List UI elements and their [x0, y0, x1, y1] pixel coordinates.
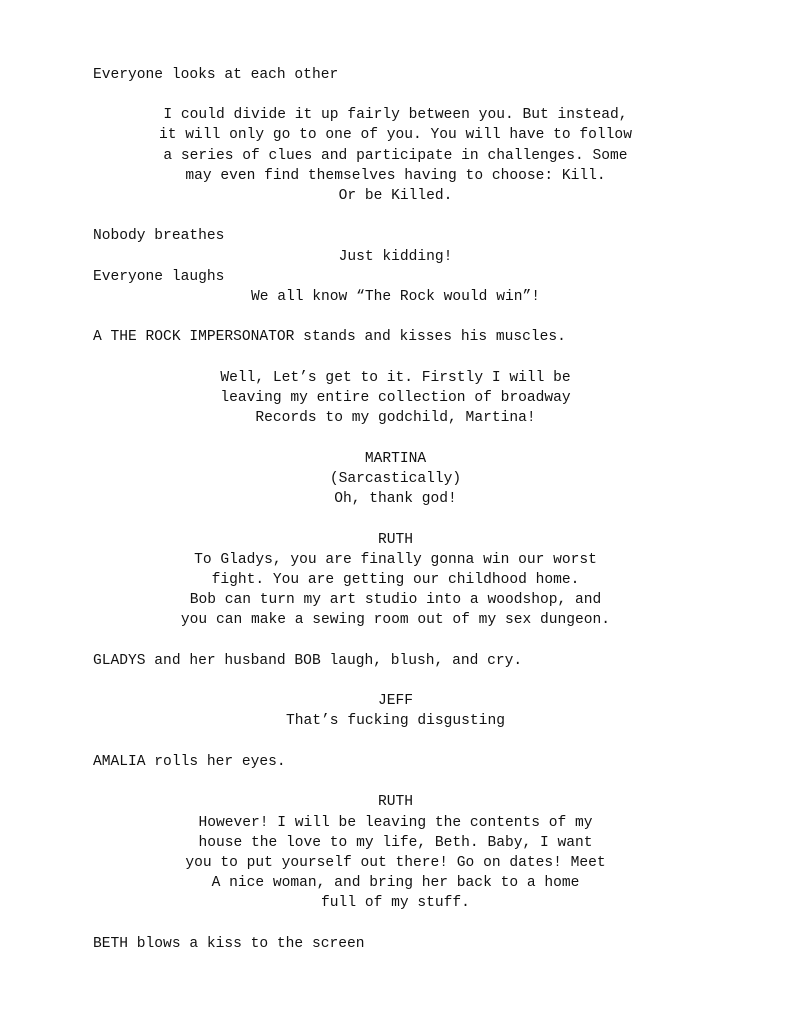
- dialogue-line: That’s fucking disgusting: [286, 713, 505, 729]
- character-name: MARTINA: [364, 451, 427, 467]
- character-name: RUTH: [377, 794, 414, 810]
- character-name: RUTH: [377, 532, 414, 548]
- dialogue-line: a series of clues and participate in challenges. Some: [163, 148, 628, 164]
- action-line: AMALIA rolls her eyes.: [93, 754, 286, 770]
- dialogue-line: you can make a sewing room out of my sex dungeon.: [180, 612, 611, 628]
- dialogue-line: We all know “The Rock would win”!: [250, 289, 540, 305]
- action-line: Nobody breathes: [93, 228, 225, 244]
- dialogue-line: it will only go to one of you. You will have to follow: [159, 127, 632, 143]
- dialogue-line: Just kidding!: [338, 249, 453, 265]
- dialogue-line: To Gladys, you are finally gonna win our worst: [194, 552, 597, 568]
- dialogue-line: full of my stuff.: [321, 895, 470, 911]
- dialogue-line: leaving my entire collection of broadway: [220, 390, 571, 406]
- dialogue-line: A nice woman, and bring her back to a home: [211, 875, 580, 891]
- action-line: GLADYS and her husband BOB laugh, blush, and cry.: [93, 653, 523, 669]
- dialogue-line: Or be Killed.: [338, 188, 453, 204]
- character-name: JEFF: [377, 693, 414, 709]
- dialogue-line: Records to my godchild, Martina!: [255, 410, 536, 426]
- dialogue-line: Well, Let’s get to it. Firstly I will be: [220, 370, 571, 386]
- action-line: A THE ROCK IMPERSONATOR stands and kisses his muscles.: [93, 329, 566, 345]
- dialogue-line: you to put yourself out there! Go on dates! Meet: [185, 855, 606, 871]
- action-line: BETH blows a kiss to the screen: [93, 936, 365, 952]
- action-line: Everyone looks at each other: [93, 67, 339, 83]
- dialogue-line: house the love to my life, Beth. Baby, I want: [198, 835, 593, 851]
- parenthetical: (Sarcastically): [329, 471, 462, 487]
- dialogue-line: I could divide it up fairly between you. But instead,: [163, 107, 628, 123]
- dialogue-line: However! I will be leaving the contents of my: [198, 815, 593, 831]
- dialogue-line: fight. You are getting our childhood home.: [211, 572, 580, 588]
- action-line: Everyone laughs: [93, 269, 225, 285]
- dialogue-line: Oh, thank god!: [334, 491, 457, 507]
- dialogue-line: Bob can turn my art studio into a woodshop, and: [189, 592, 602, 608]
- dialogue-line: may even find themselves having to choose: Kill.: [185, 168, 606, 184]
